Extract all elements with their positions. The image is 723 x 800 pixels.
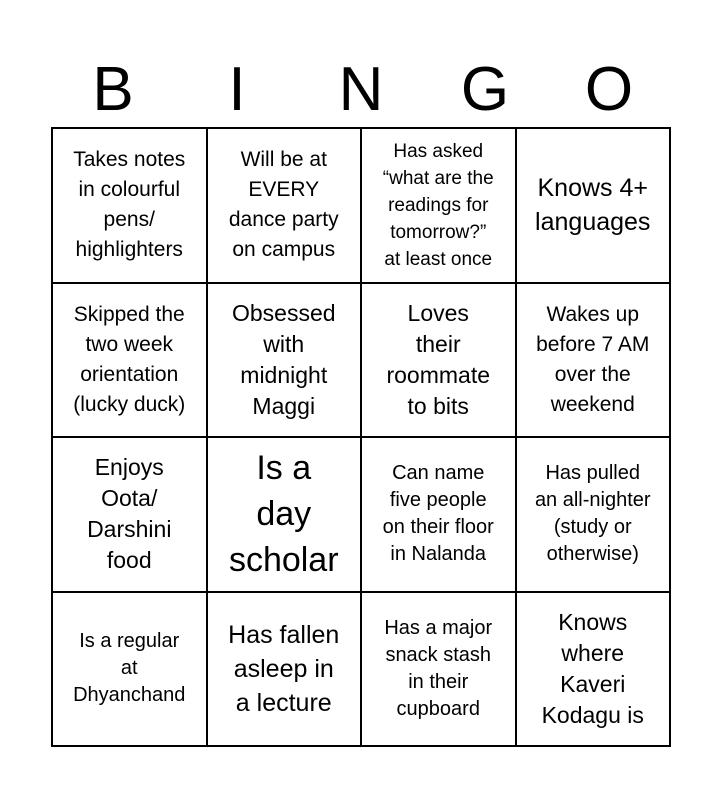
cell-text: Has asked “what are the readings for tomorrow?” at least once <box>382 140 494 270</box>
bingo-cell[interactable] <box>362 593 517 748</box>
cell-text: Knows where Kaveri Kodagu is <box>541 608 644 728</box>
bingo-cell[interactable] <box>53 284 208 439</box>
bingo-cell[interactable] <box>517 284 672 439</box>
cell-text: Will be at EVERY dance party on campus <box>228 148 339 262</box>
bingo-grid <box>51 127 671 747</box>
bingo-cell[interactable] <box>517 438 672 593</box>
cell-text: Has a major snack stash in their cupboard <box>384 616 493 720</box>
bingo-cell[interactable] <box>53 593 208 748</box>
cell-text: Is a day scholar <box>228 449 339 580</box>
bingo-cell[interactable] <box>517 593 672 748</box>
bingo-header <box>51 52 671 128</box>
cell-text: Skipped the two week orientation (lucky duck) <box>73 302 186 416</box>
cell-text: Can name five people on their floor in Nalanda <box>382 462 494 566</box>
bingo-cell[interactable] <box>208 129 363 284</box>
bingo-cell[interactable] <box>517 129 672 284</box>
cell-text: Has pulled an all-nighter (study or otherwise) <box>534 462 651 566</box>
bingo-cell[interactable] <box>362 129 517 284</box>
bingo-cell[interactable] <box>208 593 363 748</box>
bingo-cell[interactable] <box>53 129 208 284</box>
header-letter-n: N <box>338 55 384 124</box>
bingo-cell[interactable] <box>362 284 517 439</box>
header-letter-o: O <box>584 55 634 124</box>
cell-text: Wakes up before 7 AM over the weekend <box>536 302 650 416</box>
header-letter-g: G <box>460 55 510 124</box>
bingo-cell[interactable] <box>208 284 363 439</box>
cell-text: Knows 4+ languages <box>535 174 651 237</box>
header-letter-i: I <box>228 55 246 124</box>
cell-text: Takes notes in colourful pens/ highlighters <box>73 148 186 262</box>
cell-text: Has fallen asleep in a lecture <box>228 620 340 717</box>
bingo-cell[interactable] <box>53 438 208 593</box>
header-letter-b: B <box>92 55 134 124</box>
cell-text: Loves their roommate to bits <box>386 299 491 419</box>
bingo-cell[interactable] <box>362 438 517 593</box>
cell-text: Enjoys Oota/ Darshini food <box>87 454 172 574</box>
cell-text: Is a regular at Dhyanchand <box>73 630 186 707</box>
bingo-cell[interactable] <box>208 438 363 593</box>
cell-text: Obsessed with midnight Maggi <box>231 299 336 419</box>
